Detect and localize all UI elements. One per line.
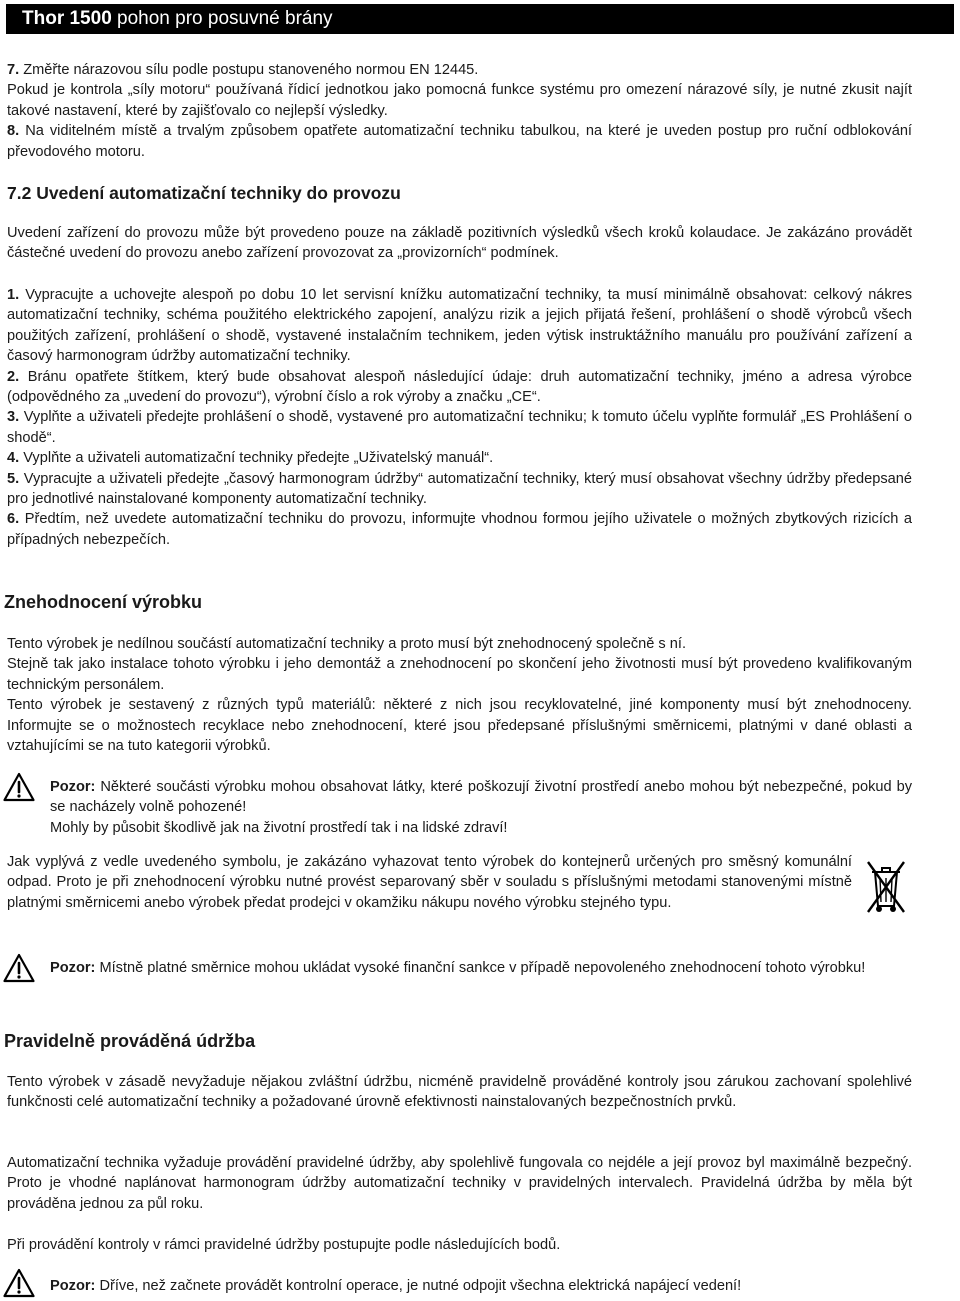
item-text: Vyplňte a uživateli automatizační techniky předejte „Uživatelský manuál“. [19,450,494,467]
product-name: Thor 1500 [22,8,112,29]
commissioning-list [7,285,912,550]
crossed-out-wheelie-bin-icon [862,854,910,918]
item-number: 4. [7,450,20,467]
disposal-paragraph-2: Stejně tak jako instalace tohoto výrobku i jeho demontáž a znehodnocení po skončení jeho životnosti musí být provedeno kvalifikovaným technickým personálem. [7,656,912,693]
maintenance-paragraph-1: Tento výrobek v zásadě nevyžaduje nějakou zvláštní údržbu, nicméně pravidelně prováděné kontroly jsou zárukou zachovaní spolehlivé funkčnosti celé automatizační techniky a požadované úrovně efektivnosti nainstalovaných bezpečnostních prvků. [7,1074,912,1111]
maintenance-paragraph-3: Při provádění kontroly v rámci pravidelné údržby postupujte podle následujících bodů. [7,1237,561,1253]
section-7-block [7,60,912,162]
section-7-2-heading: 7.2 Uvedení automatizační techniky do provozu [7,183,401,203]
commissioning-intro: Uvedení zařízení do provozu může být provedeno pouze na základě pozitivních výsledků všech kroků kolaudace. Je zakázáno provádět částečné uvedení do provozu anebo zařízení provozovat za „provizorních“ podmínek. [7,225,912,262]
warning-text: Některé součásti výrobku mohou obsahovat látky, které poškozují životní prostředí anebo mohou být nebezpečné, pokud by se nacházely volně pohozené! [50,779,912,816]
disposal-paragraph-1: Tento výrobek je nedílnou součástí automatizační techniky a proto musí být znehodnocený společně s ní. [7,636,687,652]
warning-label: Pozor: [50,960,96,976]
item-7-text: Změřte nárazovou sílu podle postupu stanoveného normou EN 12445. [19,62,479,78]
page-header [6,4,954,34]
item-text: Bránu opatřete štítkem, který bude obsahovat alespoň následující údaje: druh automatizační techniky, jméno a adresa výrobce (odpovědného za „uvedení do provozu“), výrobní číslo a rok výroby a značku „CE“. [7,368,912,406]
maintenance-block-2 [7,1153,912,1214]
disposal-paragraph-3: Tento výrobek je sestavený z různých typů materiálů: některé z nich jsou recyklovatelné, jiné komponenty musí být znehodnoceny. Informujte se o možnostech recyklace nebo znehodnocení, které jsou předepsané příslušnými směrnicemi, platnými v dané oblasti a vztahujícími se na tuto kategorii výrobků. [7,697,912,755]
disposal-body [7,634,912,756]
warning-1-second-line: Mohly by působit škodlivě jak na životní prostředí tak i na lidské zdraví! [50,819,508,836]
warning-2-line [50,958,912,978]
warning-3-line [50,1276,912,1296]
section-7-2-intro [7,223,912,264]
item-text: Vypracujte a uchovejte alespoň po dobu 10 let servisní knížku automatizační techniky, ta musí minimálně obsahovat: celkový nákres automatizační techniky, schéma použitého elektrického zapojení, analýzu rizik a jejich přijatá řešení, prohlášení o shodě výrobců všech použitých zařízení, prohlášení o shodě, vystavené instalačním technikem, jeden výtisk instruktážního manuálu pro používání zařízení a časový harmonogram údržby automatizační techniky. [7,287,912,365]
warning-1-line [50,777,912,818]
warning-text: Místně platné směrnice mohou ukládat vysoké finanční sankce v případě nepovoleného znehodnocení tohoto výrobku! [95,960,866,976]
item-8-text: Na viditelném místě a trvalým způsobem opatřete automatizační techniku tabulkou, na které je uveden postup pro ruční odblokování převodového motoru. [7,123,912,160]
header-subtitle: pohon pro posuvné brány [111,8,333,29]
commissioning-item [7,407,912,448]
item-text: Vyplňte a uživateli předejte prohlášení o shodě, vystavené pro automatizační techniku; k tomuto účelu vyplňte formulář „ES Prohlášení o shodě“. [7,409,912,446]
disposal-warning-1 [50,777,912,838]
item-text: Předtím, než uvedete automatizační techniku do provozu, informujte vhodnou formou jejího uživatele o možných zbytkových rizicích a případných nebezpečích. [7,511,912,548]
item-number: 5. [7,470,20,487]
item-text: Vypracujte a uživateli předejte „časový harmonogram údržby“ automatizační techniky, který musí obsahovat všechny údržby předepsané pro jednotlivé nainstalované komponenty automatizační techniky. [7,470,912,508]
maintenance-warning [50,1276,912,1296]
commissioning-item [7,448,912,468]
commissioning-item [7,367,912,408]
maintenance-heading: Pravidelně prováděná údržba [4,1031,256,1051]
disposal-symbol-paragraph [7,852,852,913]
disposal-warning-2 [50,958,912,978]
disposal-heading: Znehodnocení výrobku [4,592,203,612]
commissioning-item [7,469,912,510]
item-7-continuation: Pokud je kontrola „síly motoru“ používaná řídicí jednotkou jako pomocná funkce systému pro omezení nárazové síly, je nutné zkusit najít takové nastavení, které by zajišťovalo co nejlepší výsledky. [7,82,912,119]
maintenance-block-1 [7,1072,912,1113]
item-number: 2. [7,368,20,385]
item-8 [7,121,912,162]
maintenance-paragraph-2: Automatizační technika vyžaduje provádění pravidelné údržby, aby spolehlivě fungovala co nejdéle a její provoz byl maximálně bezpečný. Proto je vhodné naplánovat harmonogram údržby automatizační techniky v pravidelných intervalech. Pravidelná údržba by měla být prováděna jednou za půl roku. [7,1155,912,1212]
warning-triangle-icon [3,953,35,983]
warning-label: Pozor: [50,779,96,795]
warning-label: Pozor: [50,1278,96,1294]
commissioning-item [7,509,912,550]
item-number: 3. [7,409,20,426]
item-8-number: 8. [7,123,20,140]
warning-triangle-icon [3,1268,35,1298]
item-number: 6. [7,511,20,528]
item-7-number: 7. [7,62,20,78]
warning-text: Dříve, než začnete provádět kontrolní operace, je nutné odpojit všechna elektrická napájecí vedení! [95,1278,742,1294]
item-7 [7,60,912,80]
item-number: 1. [7,287,20,303]
disposal-paragraph-4: Jak vyplývá z vedle uvedeného symbolu, je zakázáno vyhazovat tento výrobek do kontejnerů určených pro směsný komunální odpad. Proto je při znehodnocení výrobku nutné provést separovaný sběr v souladu s příslušnými metodami stanovenými místně platnými směrnicemi anebo výrobek předat prodejci v okamžiku nákupu nového výrobku stejného typu. [7,854,852,911]
commissioning-item [7,285,912,367]
warning-triangle-icon [3,772,35,802]
maintenance-block-3 [7,1235,912,1255]
